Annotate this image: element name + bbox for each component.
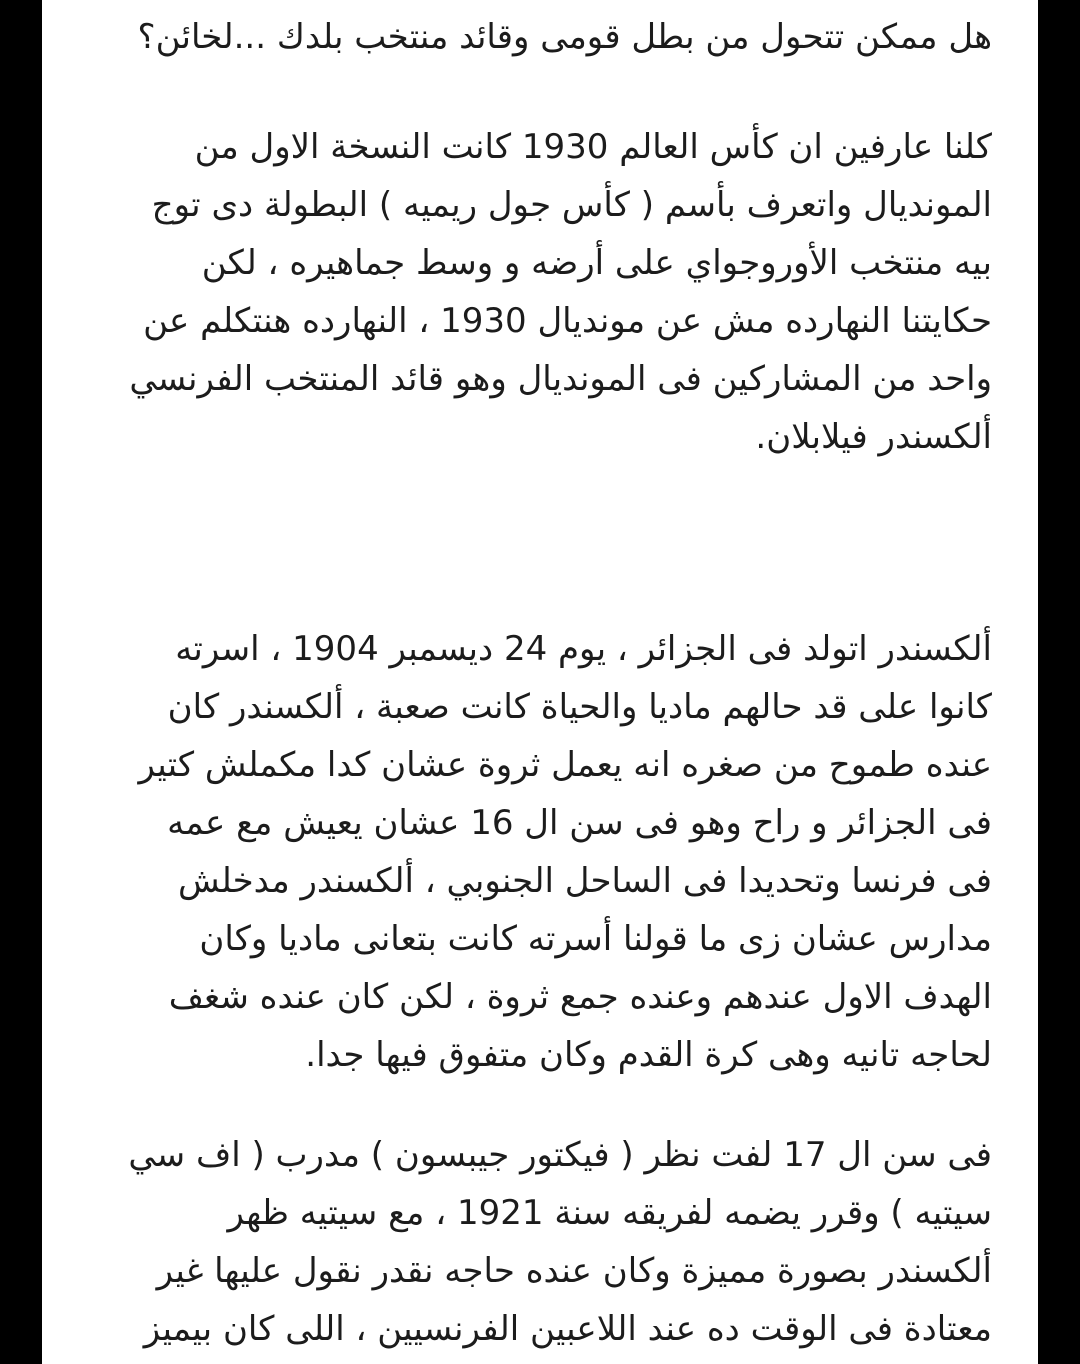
text-line: حكايتنا النهارده مش عن مونديال 1930 ، النهارده هنتكلم عن: [143, 301, 992, 341]
text-line: كانوا على قد حالهم ماديا والحياة كانت صعبة ، ألكسندر كان: [167, 687, 992, 727]
text-line: الهدف الاول عندهم وعنده جمع ثروة ، لكن كان عنده شغف: [168, 977, 992, 1017]
text-line: بيه منتخب الأوروجواي على أرضه و وسط جماهيره ، لكن: [201, 243, 992, 283]
paragraph-career-start: [128, 1126, 992, 1358]
text-line: لحاجه تانيه وهى كرة القدم وكان متفوق فيها جدا.: [305, 1035, 992, 1075]
text-line: هل ممكن تتحول من بطل قومى وقائد منتخب بلدك ...لخائن؟: [137, 17, 992, 57]
document-page: [42, 0, 1038, 1364]
text-line: واحد من المشاركين فى المونديال وهو قائد المنتخب الفرنسي: [129, 359, 992, 399]
text-line: مدارس عشان زى ما قولنا أسرته كانت بتعانى ماديا وكان: [199, 919, 992, 959]
text-line: فى فرنسا وتحديدا فى الساحل الجنوبي ، ألكسندر مدخلش: [178, 861, 992, 901]
paragraph-world-cup-1930: [129, 118, 992, 466]
text-line: عنده طموح من صغره انه يعمل ثروة عشان كدا مكملش كتير: [138, 745, 992, 785]
text-line: ألكسندر اتولد فى الجزائر ، يوم 24 ديسمبر 1904 ، اسرته: [175, 629, 992, 669]
text-line: سيتيه ) وقرر يضمه لفريقه سنة 1921 ، مع سيتيه ظهر: [227, 1193, 992, 1233]
text-line: ألكسندر فيلابلان.: [755, 417, 992, 457]
text-line: ألكسندر بصورة مميزة وكان عنده حاجه نقدر نقول عليها غير: [156, 1251, 992, 1291]
text-line: كلنا عارفين ان كأس العالم 1930 كانت النسخة الاول من: [194, 127, 992, 167]
paragraph-intro-question: [138, 8, 992, 66]
paragraph-early-life: [139, 620, 992, 1084]
text-line: معتادة فى الوقت ده عند اللاعبين الفرنسيين ، اللى كان بيميز: [143, 1309, 992, 1349]
text-line: المونديال واتعرف بأسم ( كأس جول ريميه ) البطولة دى توج: [151, 185, 992, 225]
text-line: فى سن ال 17 لفت نظر ( فيكتور جيبسون ) مدرب ( اف سي: [128, 1135, 992, 1175]
text-line: فى الجزائر و راح وهو فى سن ال 16 عشان يعيش مع عمه: [167, 803, 992, 843]
